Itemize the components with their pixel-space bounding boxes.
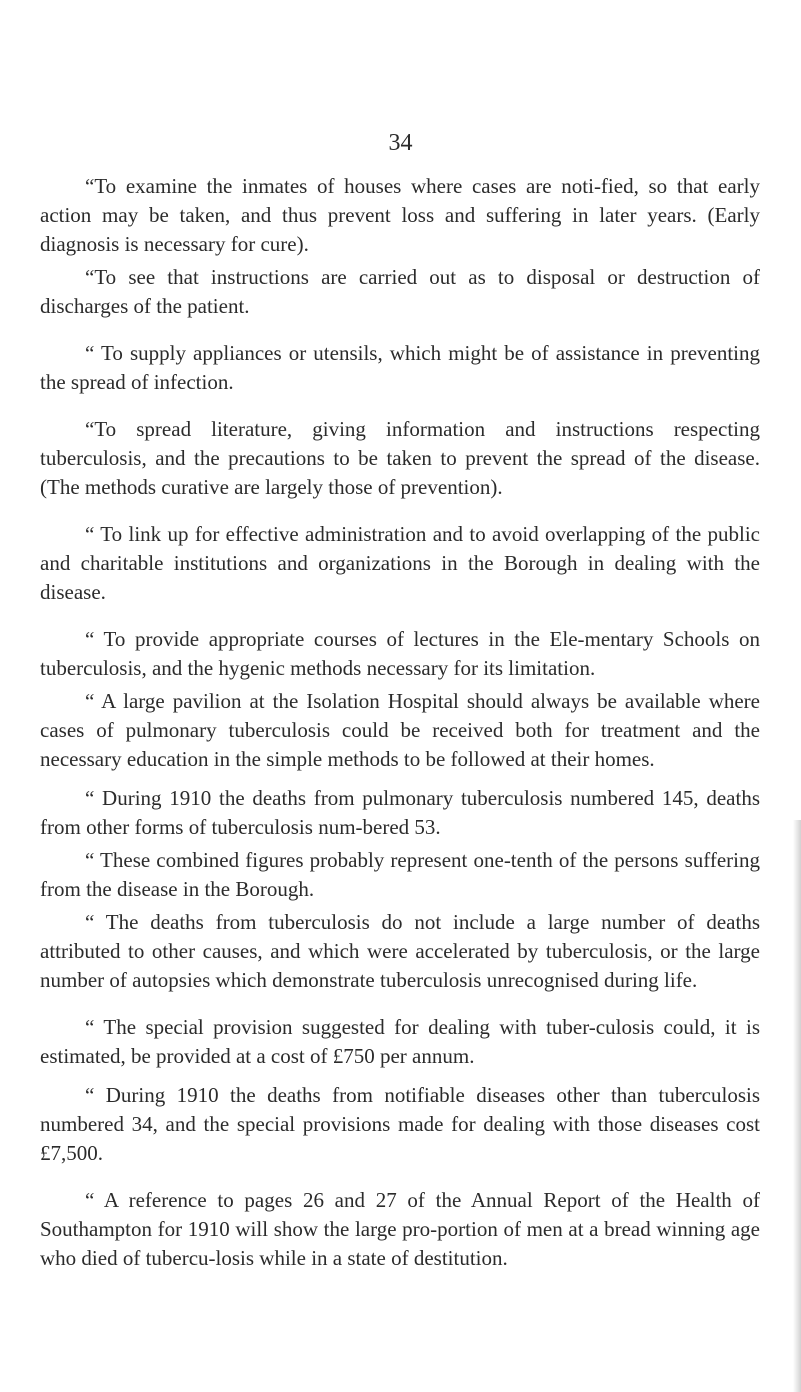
paragraph-combined-figures: “ These combined figures probably represent one-tenth of the persons suffering from the disease in the Borough. xyxy=(40,848,760,901)
paragraph-deaths-1910-tuberculosis: “ During 1910 the deaths from pulmonary tuberculosis numbered 145, deaths from other forms of tuberculosis num-bered 53. xyxy=(40,786,760,839)
paragraph-deaths-other-causes: “ The deaths from tuberculosis do not include a large number of deaths attributed to other causes, and which were accelerated by tuberculosis, or the large number of autopsies which demonstrate tuberculosis unrecognised during life. xyxy=(40,910,760,992)
paragraph-instructions-discharges: “To see that instructions are carried out as to disposal or destruction of discharges of the patient. xyxy=(40,265,760,318)
page-number: 34 xyxy=(388,130,413,156)
paragraph-special-provision-cost: “ The special provision suggested for dealing with tuber-culosis could, it is estimated, be provided at a cost of £750 per annum. xyxy=(40,1015,760,1068)
paragraph-lectures-schools: “ To provide appropriate courses of lectures in the Ele-mentary Schools on tuberculosis, and the hygenic methods necessary for its limitation. xyxy=(40,627,760,680)
page-edge-shadow xyxy=(793,820,801,1392)
paragraph-examine-inmates: “To examine the inmates of houses where cases are noti-fied, so that early action may be taken, and thus prevent loss and suffering in later years. (Early diagnosis is necessary for cure). xyxy=(40,174,760,256)
paragraph-spread-literature: “To spread literature, giving information and instructions respecting tuberculosis, and the precautions to be taken to prevent the spread of the disease. (The methods curative are largely those of prevention). xyxy=(40,417,760,499)
paragraph-notifiable-diseases: “ During 1910 the deaths from notifiable diseases other than tuberculosis numbered 34, and the special provisions made for dealing with those diseases cost £7,500. xyxy=(40,1083,760,1165)
paragraph-annual-report-reference: “ A reference to pages 26 and 27 of the Annual Report of the Health of Southampton for 1910 will show the large pro-portion of men at a bread winning age who died of tubercu-losis while in a state of destitution. xyxy=(40,1188,760,1270)
paragraph-isolation-pavilion: “ A large pavilion at the Isolation Hospital should always be available where cases of pulmonary tuberculosis could be received both for treatment and the necessary education in the simple methods to be followed at their homes. xyxy=(40,689,760,771)
document-body xyxy=(40,172,760,1273)
paragraph-supply-appliances: “ To supply appliances or utensils, which might be of assistance in preventing the spread of infection. xyxy=(40,341,760,394)
paragraph-link-administration: “ To link up for effective administration and to avoid overlapping of the public and charitable institutions and organizations in the Borough in dealing with the disease. xyxy=(40,522,760,604)
